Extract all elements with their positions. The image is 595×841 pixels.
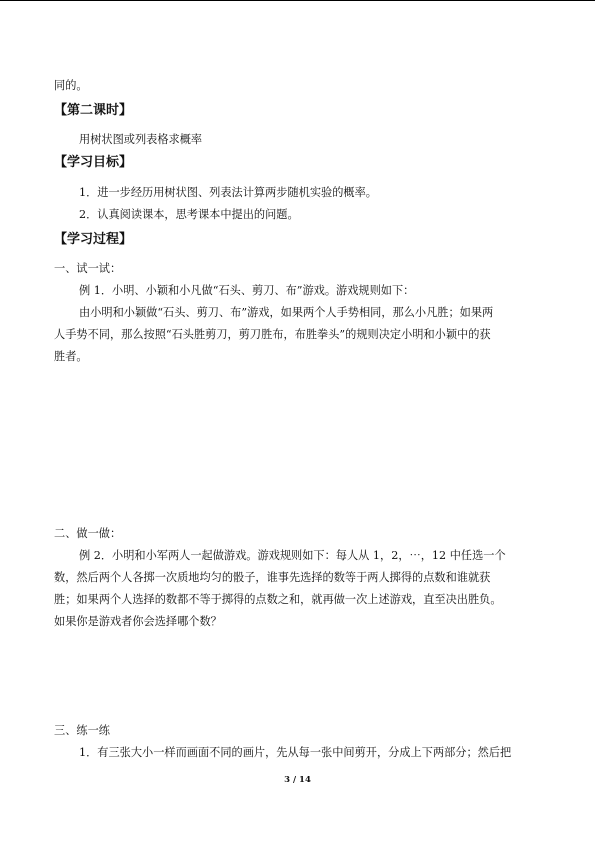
section1-title: 一、试一试： — [54, 262, 122, 275]
header-rule — [0, 0, 595, 1]
page-number: 3 / 14 — [284, 775, 311, 785]
section2-title: 二、做一做： — [54, 527, 122, 540]
example1-line-1: 例 1．小明、小颖和小凡做“石头、剪刀、布”游戏。游戏规则如下： — [79, 284, 415, 297]
example2-line-1: 例 2．小明和小军两人一起做游戏。游戏规则如下：每人从 1，2，⋯，12 中任选一个 — [79, 549, 506, 562]
lesson2-heading: 【第二课时】 — [54, 103, 133, 118]
goal-item-2: 2．认真阅读课本，思考课本中提出的问题。 — [79, 208, 299, 221]
example2-line-3: 胜；如果两个人选择的数都不等于掷得的点数之和，就再做一次上述游戏，直至决出胜负。 — [54, 593, 502, 606]
continuation-text: 同的。 — [54, 79, 88, 92]
example1-line-3: 人手势不同，那么按照“石头胜剪刀，剪刀胜布，布胜拳头”的规则决定小明和小颖中的获 — [54, 328, 491, 341]
example1-line-2: 由小明和小颖做“石头、剪刀、布”游戏，如果两个人手势相同，那么小凡胜；如果两 — [79, 306, 494, 319]
goal-item-1: 1．进一步经历用树状图、列表法计算两步随机实验的概率。 — [79, 186, 377, 199]
example2-line-2: 数，然后两个人各掷一次质地均匀的骰子，谁事先选择的数等于两人掷得的点数和谁就获 — [54, 571, 491, 584]
example2-line-4: 如果你是游戏者你会选择哪个数？ — [54, 615, 222, 628]
exercise-line-1: 1．有三张大小一样而画面不同的画片，先从每一张中间剪开，分成上下两部分；然后把 — [79, 746, 512, 759]
goals-heading: 【学习目标】 — [54, 155, 133, 170]
section3-title: 三、练一练 — [54, 724, 110, 737]
lesson2-topic: 用树状图或列表格求概率 — [79, 133, 203, 146]
process-heading: 【学习过程】 — [54, 232, 133, 247]
example1-line-4: 胜者。 — [54, 350, 88, 363]
